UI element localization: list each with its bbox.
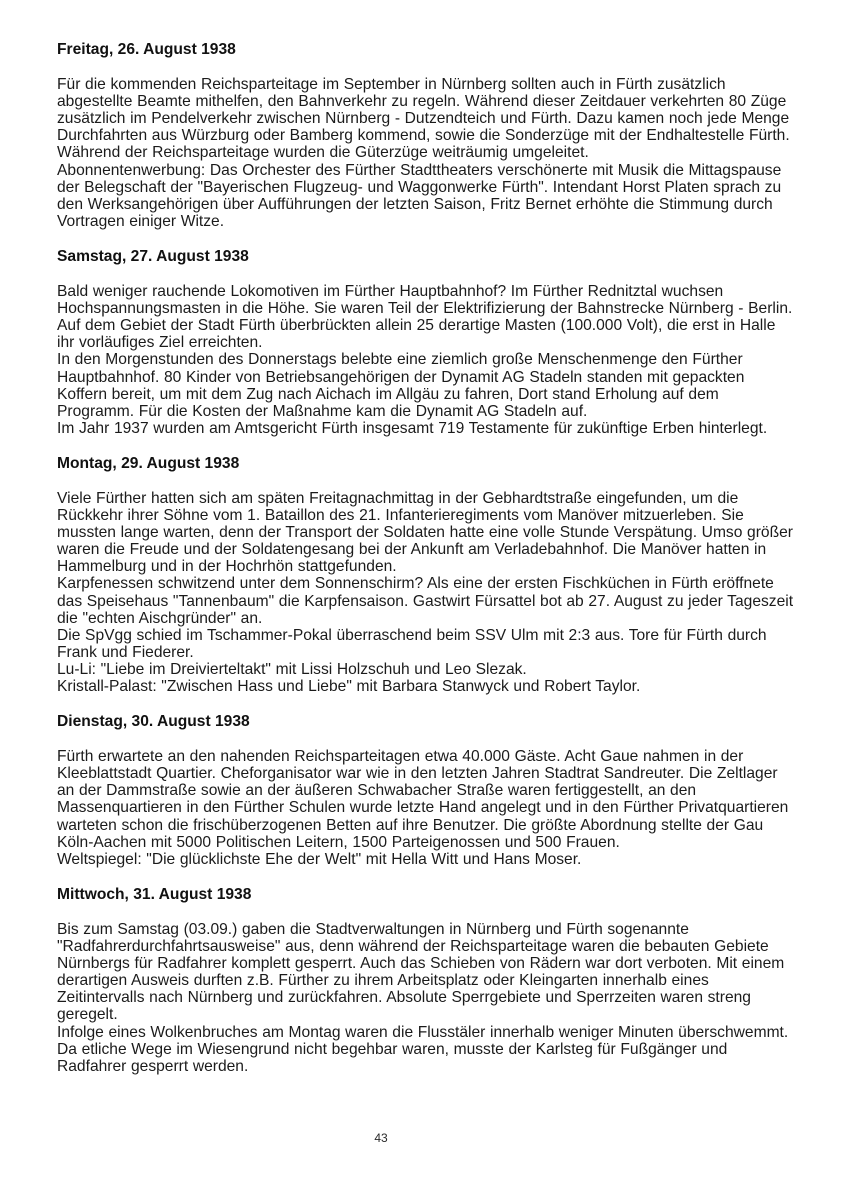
page-number: 43 — [374, 1131, 388, 1145]
chronicle-section-dienstag-30 — [57, 713, 797, 868]
section-heading: Freitag, 26. August 1938 — [57, 41, 236, 58]
chronicle-section-montag-29 — [57, 455, 797, 695]
paragraph: Lu-Li: "Liebe im Dreivierteltakt" mit Lissi Holzschuh und Leo Slezak. — [57, 660, 527, 678]
paragraph: Bald weniger rauchende Lokomotiven im Fürther Hauptbahnhof? Im Fürther Rednitztal wuchsen Hochspannungsmasten in die Höhe. Sie waren Teil der Elektrifizierung der Bahnstrecke Nürnberg - Berlin. Auf dem Gebiet der Stadt Fürth überbrückten allein 25 derartige Masten (100.000 Volt), die erst in Halle ihr vorläufiges Ziel erreichten. — [57, 283, 793, 352]
paragraph: Weltspiegel: "Die glücklichste Ehe der Welt" mit Hella Witt und Hans Moser. — [57, 850, 582, 868]
section-body — [57, 748, 797, 868]
section-body — [57, 283, 797, 437]
chronicle-section-samstag-27 — [57, 248, 797, 437]
paragraph: Karpfenessen schwitzend unter dem Sonnenschirm? Als eine der ersten Fischküchen in Fürth eröffnete das Speisehaus "Tannenbaum" die Karpfensaison. Gastwirt Fürsattel bot ab 27. August zu jeder Tageszeit die "echten Aischgründer" an. — [57, 575, 794, 627]
paragraph: Bis zum Samstag (03.09.) gaben die Stadtverwaltungen in Nürnberg und Fürth sogenannte "Radfahrerdurchfahrtsausweise" aus, denn während der Reichsparteitage waren die bebauten Gebiete Nürnbergs für Radfahrer komplett gesperrt. Auch das Schieben von Rädern war dort verboten. Mit einem derartigen Ausweis durften z.B. Fürther zu ihrem Arbeitsplatz oder Kleingarten innerhalb eines Zeitintervalls nach Nürnberg und zurückfahren. Absolute Sperrgebiete und Sperrzeiten waren streng geregelt. — [57, 920, 785, 1024]
section-body — [57, 921, 797, 1075]
section-heading: Dienstag, 30. August 1938 — [57, 713, 250, 731]
paragraph: Fürth erwartete an den nahenden Reichsparteitagen etwa 40.000 Gäste. Acht Gaue nahmen in der Kleeblattstadt Quartier. Cheforganisator war wie in den letzten Jahren Stadtrat Sandreuter. Die Zeltlager an der Dammstraße sowie an der äußeren Schwabacher Straße waren fertiggestellt, an den Massenquartieren in den Fürther Schulen wurde letzte Hand angelegt und in den Fürther Privatquartieren warteten schon die frischüberzogenen Betten auf ihre Benutzer. Die größte Abordnung stellte der Gau Köln-Aachen mit 5000 Politischen Leitern, 1500 Parteigenossen und 500 Frauen. — [57, 748, 789, 851]
section-heading: Samstag, 27. August 1938 — [57, 247, 249, 265]
section-heading: Mittwoch, 31. August 1938 — [57, 885, 252, 903]
paragraph: Viele Fürther hatten sich am späten Freitagnachmittag in der Gebhardtstraße eingefunden, um die Rückkehr ihrer Söhne vom 1. Bataillon des 21. Infanterieregiments vom Manöver mitzuerleben. Sie mussten lange warten, denn der Transport der Soldaten hatte eine volle Stunde Verspätung. Umso größer waren die Freude und der Soldatengesang bei der Ankunft am Verladebahnhof. Die Manöver hatten in Hammelburg und in der Hochrhön stattgefunden. — [57, 489, 793, 576]
chronicle-section-mittwoch-31 — [57, 886, 797, 1075]
page-content — [57, 41, 797, 1093]
paragraph: Im Jahr 1937 wurden am Amtsgericht Fürth insgesamt 719 Testamente für zukünftige Erben hinterlegt. — [57, 419, 768, 437]
paragraph: Kristall-Palast: "Zwischen Hass und Liebe" mit Barbara Stanwyck und Robert Taylor. — [57, 678, 641, 695]
paragraph: Infolge eines Wolkenbruches am Montag waren die Flusstäler innerhalb weniger Minuten überschwemmt. Da etliche Wege im Wiesengrund nicht begehbar waren, musste der Karlsteg für Fußgänger und Radfahrer gesperrt werden. — [57, 1023, 789, 1075]
paragraph: Abonnentenwerbung: Das Orchester des Fürther Stadttheaters verschönerte mit Musik die Mittagspause der Belegschaft der "Bayerischen Flugzeug- und Waggonwerke Fürth". Intendant Horst Platen sprach zu den Werksangehörigen über Aufführungen der letzten Saison, Fritz Bernet erhöhte die Stimmung durch Vortragen einiger Witze. — [57, 161, 782, 230]
paragraph: Für die kommenden Reichsparteitage im September in Nürnberg sollten auch in Fürth zusätzlich abgestellte Beamte mithelfen, den Bahnverkehr zu regeln. Während dieser Zeitdauer verkehrten 80 Züge zusätzlich im Pendelverkehr zwischen Nürnberg - Dutzendteich und Fürth. Dazu kamen noch jede Menge Durchfahrten aus Würzburg oder Bamberg kommend, sowie die Sonderzüge mit der Endhaltestelle Fürth. Während der Reichsparteitage wurden die Güterzüge weiträumig umgeleitet. — [57, 76, 790, 162]
paragraph: In den Morgenstunden des Donnerstags belebte eine ziemlich große Menschenmenge den Fürther Hauptbahnhof. 80 Kinder von Betriebsangehörigen der Dynamit AG Stadeln standen mit gepackten Koffern bereit, um mit dem Zug nach Aichach im Allgäu zu fahren, Dort stand Erholung auf dem Programm. Für die Kosten der Maßnahme kam die Dynamit AG Stadeln auf. — [57, 351, 745, 420]
chronicle-section-freitag-26 — [57, 41, 797, 230]
paragraph: Die SpVgg schied im Tschammer-Pokal überraschend beim SSV Ulm mit 2:3 aus. Tore für Fürth durch Frank und Fiederer. — [57, 626, 767, 661]
section-heading: Montag, 29. August 1938 — [57, 454, 240, 472]
section-body — [57, 76, 797, 230]
section-body — [57, 490, 797, 695]
